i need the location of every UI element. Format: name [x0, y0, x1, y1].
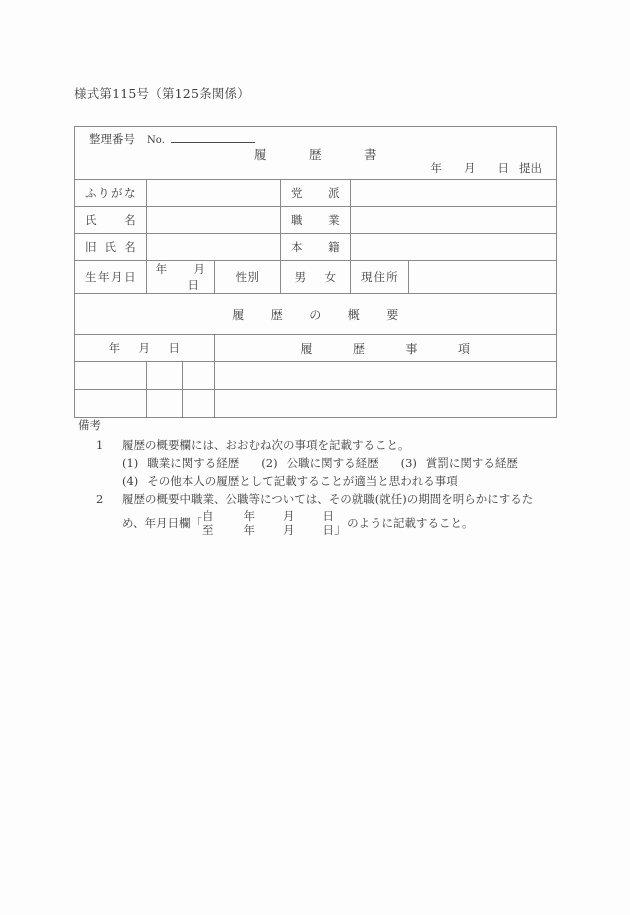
cell-history-item[interactable] — [215, 390, 557, 418]
gender-female-option[interactable]: 女 — [324, 270, 337, 284]
column-month-label: 月 — [138, 341, 151, 355]
note-item-1 — [96, 436, 578, 454]
birth-month-label: 月 — [193, 262, 206, 276]
label-former-name — [75, 234, 147, 261]
submit-year-label: 年 — [430, 161, 443, 175]
table-row — [75, 362, 557, 390]
input-furigana[interactable] — [147, 180, 281, 207]
cell-day[interactable] — [183, 390, 215, 418]
note-item-2 — [96, 490, 578, 508]
label-furigana-text: ふりがな — [85, 186, 136, 200]
summary-char-3: の — [309, 307, 322, 322]
input-address[interactable] — [409, 261, 557, 294]
note-2-number: 2 — [96, 492, 104, 506]
to-year-label: 年 — [243, 523, 256, 537]
row-summary-columns — [75, 335, 557, 362]
cell-history-item[interactable] — [215, 362, 557, 390]
title-char-1: 履 — [253, 147, 267, 162]
cell-month[interactable] — [147, 390, 183, 418]
date-range-bracket-group — [202, 509, 347, 537]
label-birthdate-text: 生年月日 — [85, 270, 136, 284]
sub-item-3-number: (3) — [400, 456, 417, 470]
cell-day[interactable] — [183, 362, 215, 390]
note-2-prefix: め、年月日欄「 — [122, 516, 203, 530]
title-char-3: 書 — [364, 147, 378, 162]
note-1-text: 履歴の概要欄には、おおむね次の事項を記載すること。 — [122, 438, 410, 452]
notes-title: 備考 — [78, 418, 101, 432]
note-2-suffix: のように記載すること。 — [347, 516, 474, 530]
note-2-line-2 — [122, 509, 578, 537]
date-range-from-label: 自 — [202, 509, 214, 523]
from-month-label: 月 — [283, 509, 295, 523]
form-id-label: 様式第115号（第125条関係） — [74, 86, 250, 101]
item-char-2: 歴 — [352, 341, 366, 356]
no-input-blank[interactable] — [171, 132, 255, 143]
to-month-label: 月 — [283, 523, 295, 537]
column-header-history-item — [215, 335, 557, 362]
input-party[interactable] — [351, 180, 557, 207]
label-occupation — [281, 207, 351, 234]
input-occupation[interactable] — [351, 207, 557, 234]
input-name[interactable] — [147, 207, 281, 234]
sub-item-1 — [122, 454, 239, 472]
summary-char-2: 歴 — [270, 307, 284, 322]
cell-year[interactable] — [75, 390, 147, 418]
note-1-number: 1 — [96, 438, 104, 452]
label-address-text: 現住所 — [361, 270, 398, 284]
column-year-label: 年 — [108, 341, 121, 355]
cell-month[interactable] — [147, 362, 183, 390]
form-header-row — [75, 127, 557, 180]
submit-day-label: 日 — [497, 161, 510, 175]
sub-item-4 — [122, 472, 578, 490]
sub-item-3-text: 賞罰に関する経歴 — [425, 456, 518, 470]
sub-item-2-text: 公職に関する経歴 — [286, 456, 379, 470]
table-row — [75, 390, 557, 418]
row-name — [75, 207, 557, 234]
column-day-label: 日 — [168, 341, 181, 355]
sub-item-4-text: その他本人の履歴として記載することが適当と思われる事項 — [147, 474, 458, 488]
column-header-date — [75, 335, 215, 362]
no-label: No. — [147, 135, 165, 146]
summary-section-title — [75, 294, 557, 335]
from-day-label: 日 — [322, 509, 335, 523]
row-former-name — [75, 234, 557, 261]
form-header-cell — [75, 127, 557, 180]
label-occupation-text: 職業 — [291, 213, 340, 227]
sub-item-3 — [401, 454, 518, 472]
label-former-name-text: 旧氏名 — [85, 240, 136, 254]
submit-label: 提出 — [519, 161, 543, 175]
label-birthdate — [75, 261, 147, 294]
label-gender: 性別 — [215, 261, 281, 294]
row-summary-title — [75, 294, 557, 335]
item-char-1: 履 — [300, 341, 313, 356]
gender-options[interactable] — [281, 261, 351, 294]
item-char-3: 事 — [405, 341, 419, 356]
date-range-from-row — [202, 509, 334, 523]
label-address — [351, 261, 409, 294]
sub-item-1-number: (1) — [122, 456, 139, 470]
input-domicile[interactable] — [351, 234, 557, 261]
input-birthdate[interactable] — [147, 261, 215, 294]
submit-month-label: 月 — [464, 161, 476, 175]
to-day-label: 日 — [322, 523, 335, 537]
date-range-to-row — [202, 523, 334, 537]
title-char-2: 歴 — [309, 147, 323, 162]
summary-char-5: 要 — [386, 307, 399, 322]
cell-year[interactable] — [75, 362, 147, 390]
row-furigana — [75, 180, 557, 207]
note-2-line-1: 履歴の概要中職業、公職等については、その就職(就任)の期間を明らかにするた — [122, 492, 534, 506]
sub-item-1-text: 職業に関する経歴 — [147, 456, 240, 470]
notes-section — [78, 416, 578, 537]
sub-item-2 — [261, 454, 378, 472]
date-range-to-label: 至 — [202, 523, 214, 537]
sub-item-2-number: (2) — [261, 456, 278, 470]
date-range-stack — [202, 509, 334, 537]
summary-char-4: 概 — [347, 307, 361, 322]
resume-form-table — [74, 126, 557, 418]
label-domicile-text: 本籍 — [291, 240, 340, 254]
item-char-4: 項 — [458, 341, 471, 356]
birth-day-label: 日 — [187, 278, 200, 292]
input-former-name[interactable] — [147, 234, 281, 261]
note-sub-item-list — [122, 454, 578, 472]
birth-year-label: 年 — [155, 262, 168, 276]
gender-male-option[interactable]: 男 — [294, 270, 307, 284]
label-furigana — [75, 180, 147, 207]
summary-char-1: 履 — [232, 307, 245, 322]
from-year-label: 年 — [243, 509, 256, 523]
label-name — [75, 207, 147, 234]
submission-date-line — [431, 160, 543, 176]
label-name-text: 氏名 — [85, 213, 136, 227]
sequence-number-label: 整理番号 — [89, 132, 135, 146]
label-party-text: 党派 — [291, 186, 340, 200]
label-domicile — [281, 234, 351, 261]
row-birthdate — [75, 261, 557, 294]
sub-item-4-number: (4) — [122, 474, 139, 488]
bracket-close: 」 — [334, 522, 348, 537]
label-party — [281, 180, 351, 207]
